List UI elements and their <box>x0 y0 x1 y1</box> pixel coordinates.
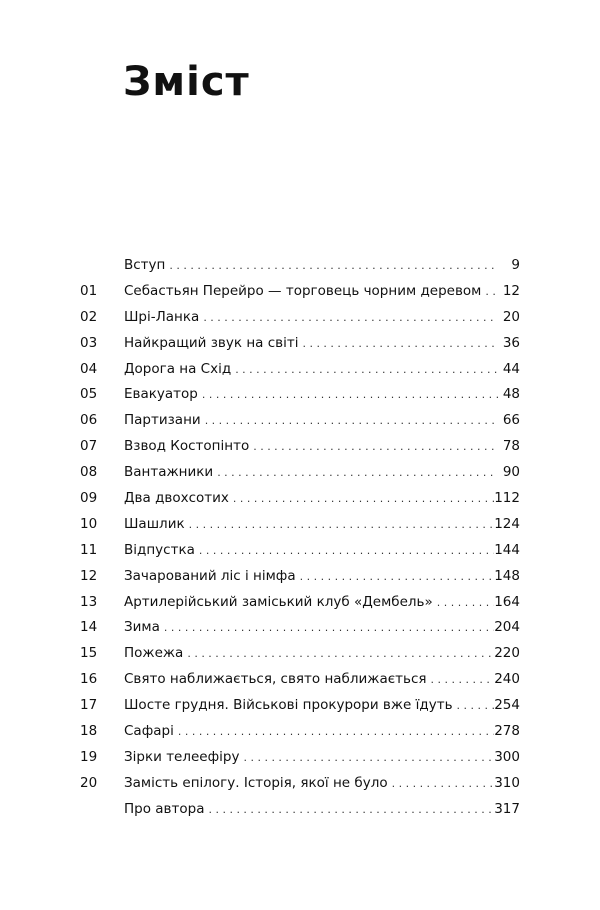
chapter-title: Вступ <box>124 257 166 273</box>
dot-leader <box>235 357 498 383</box>
dot-leader <box>437 590 494 616</box>
page-number: 90 <box>502 464 520 481</box>
chapter-number: 07 <box>80 438 98 455</box>
chapter-title: Пожежа <box>124 645 184 662</box>
toc-entry[interactable] <box>80 771 520 797</box>
page-title: Зміст <box>123 59 250 105</box>
chapter-number: 13 <box>80 593 98 610</box>
chapter-title: Свято наближається, свято наближається <box>124 671 427 688</box>
page-number: 278 <box>494 723 520 740</box>
toc-entry[interactable] <box>80 434 520 460</box>
toc-entry[interactable] <box>80 667 520 693</box>
toc-entry[interactable] <box>80 564 520 590</box>
page-number: 112 <box>494 490 520 507</box>
toc-entry[interactable] <box>80 797 520 823</box>
dot-leader <box>203 305 498 331</box>
dot-leader <box>243 745 494 771</box>
dot-leader <box>169 253 498 279</box>
toc-entry[interactable] <box>80 486 520 512</box>
dot-leader <box>202 382 498 408</box>
dot-leader <box>187 641 494 667</box>
page-number: 9 <box>511 257 520 273</box>
page-number: 44 <box>502 360 520 377</box>
page-number: 148 <box>494 567 520 584</box>
chapter-title: Два двохсотих <box>124 490 229 507</box>
dot-leader <box>392 771 495 797</box>
chapter-number: 01 <box>80 282 98 299</box>
chapter-number: 16 <box>80 671 98 688</box>
toc-entry[interactable] <box>80 279 520 305</box>
chapter-title: Себастьян Перейро — торговець чорним деревом <box>124 282 482 299</box>
chapter-number: 18 <box>80 723 98 740</box>
toc-entry[interactable] <box>80 719 520 745</box>
dot-leader <box>205 408 498 434</box>
dot-leader <box>208 797 494 823</box>
chapter-title: Евакуатор <box>124 386 198 403</box>
page-number: 12 <box>502 282 520 299</box>
page-number: 240 <box>494 671 520 688</box>
chapter-title: Замість епілогу. Історія, якої не було <box>124 774 388 791</box>
page-number: 48 <box>502 386 520 403</box>
chapter-number: 08 <box>80 464 98 481</box>
chapter-number: 02 <box>80 308 98 325</box>
chapter-number: 03 <box>80 334 98 351</box>
chapter-number: 09 <box>80 490 98 507</box>
page-number: 20 <box>502 308 520 325</box>
page-number: 144 <box>494 541 520 558</box>
toc-entry[interactable] <box>80 331 520 357</box>
chapter-title: Дорога на Схід <box>124 360 232 377</box>
toc-entry[interactable] <box>80 745 520 771</box>
chapter-title: Партизани <box>124 412 201 429</box>
toc-entry[interactable] <box>80 305 520 331</box>
chapter-title: Найкращий звук на світі <box>124 334 299 351</box>
toc-entry[interactable] <box>80 641 520 667</box>
dot-leader <box>302 331 498 357</box>
toc-entry[interactable] <box>80 253 520 279</box>
dot-leader <box>233 486 494 512</box>
dot-leader <box>217 460 498 486</box>
chapter-title: Шосте грудня. Військові прокурори вже їдуть <box>124 697 453 714</box>
chapter-title: Вантажники <box>124 464 214 481</box>
chapter-title: Зима <box>124 619 160 636</box>
page-number: 124 <box>494 515 520 532</box>
dot-leader <box>457 693 495 719</box>
chapter-title: Артилерійський заміський клуб «Дембель» <box>124 593 433 610</box>
table-of-contents <box>80 253 520 823</box>
chapter-title: Сафарі <box>124 723 174 740</box>
chapter-number: 14 <box>80 619 98 636</box>
dot-leader <box>300 564 495 590</box>
toc-entry[interactable] <box>80 693 520 719</box>
toc-entry[interactable] <box>80 382 520 408</box>
page-number: 317 <box>494 800 520 817</box>
page-number: 66 <box>502 412 520 429</box>
page-number: 78 <box>502 438 520 455</box>
chapter-number: 04 <box>80 360 98 377</box>
page-number: 36 <box>502 334 520 351</box>
chapter-title: Відпустка <box>124 541 195 558</box>
chapter-number: 19 <box>80 748 98 765</box>
dot-leader <box>485 279 498 305</box>
page-number: 204 <box>494 619 520 636</box>
chapter-title: Шрі-Ланка <box>124 308 200 325</box>
toc-entry[interactable] <box>80 615 520 641</box>
chapter-title: Взвод Костопінто <box>124 438 250 455</box>
page-number: 300 <box>494 748 520 765</box>
page-number: 254 <box>494 697 520 714</box>
toc-entry[interactable] <box>80 590 520 616</box>
chapter-title: Зірки телеефіру <box>124 748 240 765</box>
dot-leader <box>430 667 494 693</box>
chapter-title: Зачарований ліс і німфа <box>124 567 296 584</box>
dot-leader <box>199 538 494 564</box>
dot-leader <box>178 719 494 745</box>
dot-leader <box>189 512 495 538</box>
chapter-title: Шашлик <box>124 515 185 532</box>
page-number: 220 <box>494 645 520 662</box>
chapter-title: Про автора <box>124 800 205 817</box>
toc-entry[interactable] <box>80 460 520 486</box>
chapter-number: 12 <box>80 567 98 584</box>
toc-entry[interactable] <box>80 512 520 538</box>
dot-leader <box>253 434 498 460</box>
chapter-number: 10 <box>80 515 98 532</box>
chapter-number: 11 <box>80 541 98 558</box>
chapter-number: 15 <box>80 645 98 662</box>
page-number: 164 <box>494 593 520 610</box>
chapter-number: 20 <box>80 774 98 791</box>
toc-entry[interactable] <box>80 538 520 564</box>
chapter-number: 06 <box>80 412 98 429</box>
toc-entry[interactable] <box>80 357 520 383</box>
page-number: 310 <box>494 774 520 791</box>
dot-leader <box>164 615 494 641</box>
chapter-number: 17 <box>80 697 98 714</box>
chapter-number: 05 <box>80 386 98 403</box>
toc-entry[interactable] <box>80 408 520 434</box>
